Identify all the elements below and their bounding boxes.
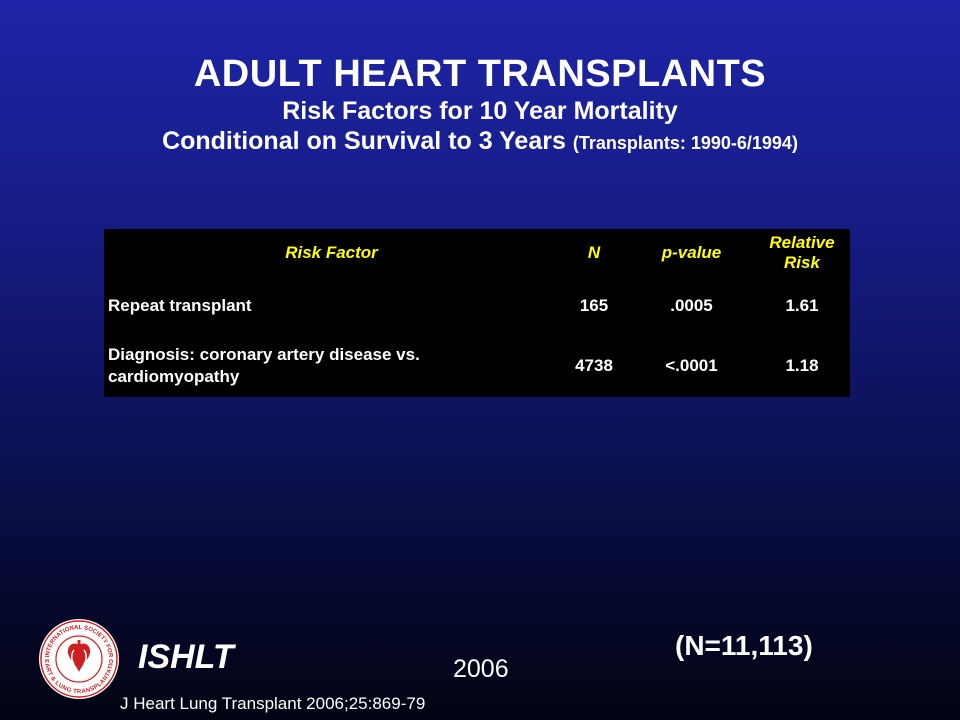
cell-n: 165 — [579, 296, 609, 315]
total-n: (N=11,113) — [675, 630, 813, 661]
cell-risk-factor — [104, 335, 559, 397]
header-risk-factor: Risk Factor — [285, 243, 378, 262]
header-relative-risk-line1: Relative — [769, 233, 835, 252]
cell-relative-risk: 1.18 — [785, 356, 819, 375]
header-relative-risk-line2: Risk — [784, 253, 820, 272]
slide-subtitle: Risk Factors for 10 Year Mortality — [282, 97, 678, 125]
table-row — [104, 277, 850, 335]
slide-title: ADULT HEART TRANSPLANTS — [193, 53, 767, 95]
org-name: ISHLT — [138, 638, 234, 676]
header-n: N — [587, 243, 601, 262]
risk-factor-text-continued: cardiomyopathy — [108, 367, 240, 386]
cell-n: 4738 — [575, 356, 613, 375]
citation: J Heart Lung Transplant 2006;25:869-79 — [120, 694, 426, 713]
subtitle-transplant-period: (Transplants: 1990-6/1994) — [572, 133, 798, 153]
cell-p-value: .0005 — [670, 296, 713, 315]
title-block — [0, 52, 960, 158]
subtitle-condition-text: Conditional on Survival to 3 Years — [162, 127, 566, 155]
table-header-row — [104, 229, 850, 277]
risk-factor-table — [104, 229, 850, 397]
logo-text-top: INTERNATIONAL SOCIETY FOR — [45, 624, 114, 658]
slide-subtitle-condition — [0, 126, 960, 158]
cell-p-value: <.0001 — [665, 356, 718, 375]
risk-factor-text: Diagnosis: coronary artery disease vs. — [108, 345, 420, 364]
report-year: 2006 — [453, 655, 509, 683]
cell-risk-factor — [104, 277, 559, 335]
table-row — [104, 335, 850, 397]
cell-relative-risk: 1.61 — [785, 296, 819, 315]
header-relative-risk — [754, 229, 850, 277]
header-p-value: p-value — [661, 243, 722, 262]
risk-factor-text: Repeat transplant — [108, 296, 252, 315]
ishlt-logo — [38, 618, 120, 700]
logo-text-bottom: EART & LUNG TRANSPLANTATIO — [42, 659, 116, 696]
